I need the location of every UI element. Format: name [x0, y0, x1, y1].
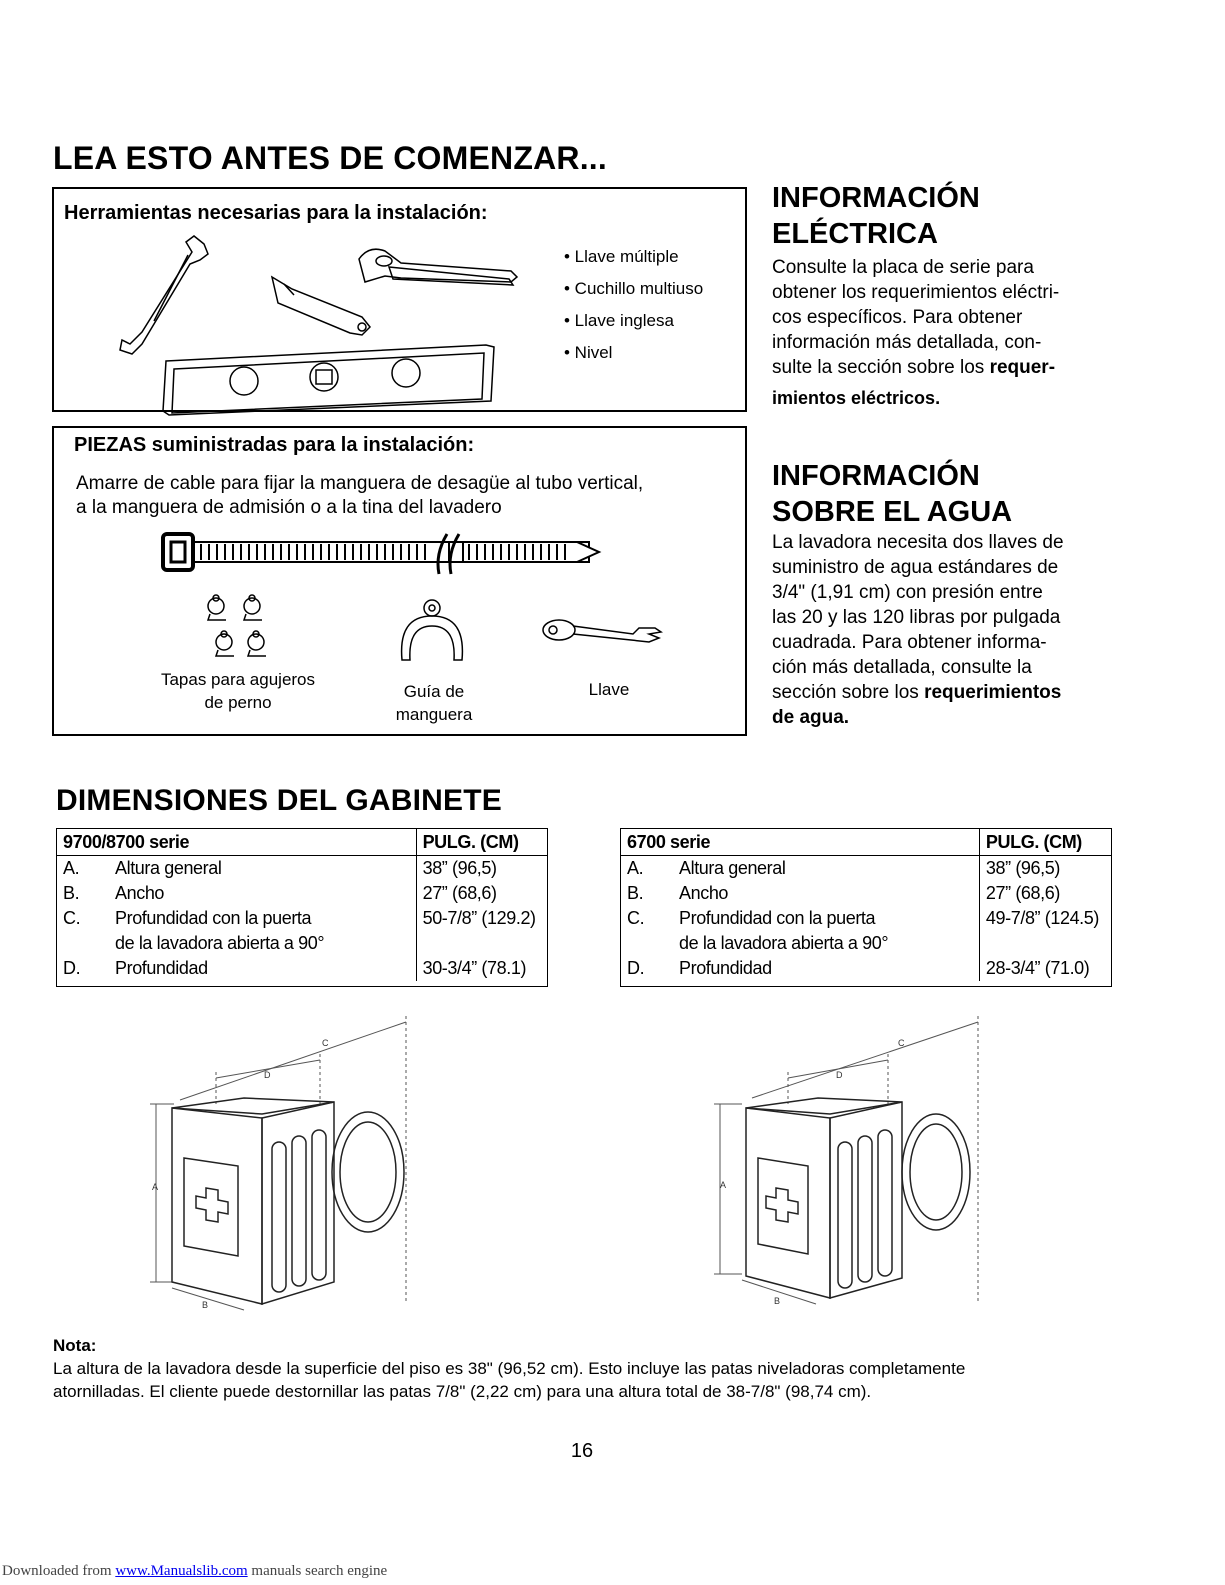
- note-line: La altura de la lavadora desde la superficie del piso es 38" (96,52 cm). Esto incluye las patas niveladoras completamente: [53, 1359, 966, 1378]
- table-row: D. Profundidad 28-3/4” (71.0): [621, 956, 1111, 981]
- dimensions-table-1: [56, 828, 548, 987]
- note-heading: Nota:: [53, 1336, 97, 1355]
- table-row: C. Profundidad con la puerta 49-7/8” (124.5): [621, 906, 1111, 931]
- unit-header: PULG. (CM): [979, 829, 1111, 856]
- hose-guide-icon: [394, 598, 474, 668]
- table-row: de la lavadora abierta a 90°: [57, 931, 547, 956]
- tool-item: • Llave múltiple: [564, 247, 679, 266]
- dimension-label-d: D: [836, 1070, 843, 1080]
- washer-diagram-1: [140, 1012, 430, 1322]
- electrical-title-2: ELÉCTRICA: [772, 218, 938, 250]
- dimension-label-a: A: [152, 1182, 159, 1192]
- wrench-icon: [539, 614, 664, 654]
- dimension-label-c: C: [898, 1038, 905, 1048]
- dimensions-table-2: [620, 828, 1112, 987]
- washer-diagram-2: [712, 1012, 1002, 1322]
- tools-illustration: [84, 229, 484, 404]
- water-info: [772, 458, 1112, 730]
- note-line: atornilladas. El cliente puede destornillar las patas 7/8" (2,22 cm) para una altura total de 38-7/8" (98,74 cm).: [53, 1382, 872, 1401]
- cable-tie-icon: [159, 528, 599, 578]
- utility-knife-icon: [272, 277, 370, 335]
- table-row: de la lavadora abierta a 90°: [621, 931, 1111, 956]
- dimension-label-c: C: [322, 1038, 329, 1048]
- table-row: D. Profundidad 30-3/4” (78.1): [57, 956, 547, 981]
- water-body: La lavadora necesita dos llaves de suministro de agua estándares de 3/4" (1,91 cm) con presión entre las 20 y las 120 libras por pulgada cuadrada. Para obtener informa- ción más detallada, consulte la sección sobre los requerimientos de agua.: [772, 532, 1064, 728]
- tool-item: • Nivel: [564, 343, 613, 362]
- bolt-hole-caps-icon: [204, 588, 274, 658]
- adjustable-wrench-icon: [359, 249, 517, 285]
- footer: Downloaded from www.Manualslib.com manuals search engine: [2, 1563, 388, 1579]
- note-section: [53, 1334, 1173, 1403]
- parts-box: [52, 426, 747, 736]
- electrical-title-1: INFORMACIÓN: [772, 182, 980, 214]
- dimension-label-b: B: [202, 1300, 209, 1310]
- tools-heading: Herramientas necesarias para la instalación:: [64, 202, 488, 224]
- parts-heading: PIEZAS suministradas para la instalación:: [74, 434, 475, 456]
- tool-item: • Cuchillo multiuso: [564, 279, 704, 298]
- wrench-caption: Llave: [588, 680, 630, 699]
- dimension-label-d: D: [264, 1070, 271, 1080]
- parts-description: Amarre de cable para fijar la manguera de desagüe al tubo vertical, a la manguera de admisión o a la tina del lavadero: [76, 473, 644, 518]
- electrical-info: [772, 180, 1112, 411]
- page-title: LEA ESTO ANTES DE COMENZAR...: [53, 140, 607, 176]
- page-number: 16: [570, 1440, 594, 1462]
- table-row: C. Profundidad con la puerta 50-7/8” (129.2): [57, 906, 547, 931]
- manualslib-link[interactable]: www.Manualslib.com: [115, 1563, 248, 1579]
- table-row: A. Altura general 38” (96,5): [57, 856, 547, 882]
- series-header: 9700/8700 serie: [57, 829, 416, 856]
- multi-wrench-icon: [120, 236, 208, 354]
- hose-guide-caption: Guía de manguera: [395, 682, 473, 724]
- table-row: B. Ancho 27” (68,6): [57, 881, 547, 906]
- tools-list: [564, 241, 703, 369]
- dimensions-title: DIMENSIONES DEL GABINETE: [56, 784, 502, 817]
- unit-header: PULG. (CM): [416, 829, 547, 856]
- table-row: B. Ancho 27” (68,6): [621, 881, 1111, 906]
- series-header: 6700 serie: [621, 829, 979, 856]
- bolt-caps-caption: Tapas para agujeros de perno: [160, 670, 316, 712]
- water-title-1: INFORMACIÓN: [772, 460, 980, 492]
- table-row: A. Altura general 38” (96,5): [621, 856, 1111, 882]
- electrical-body: Consulte la placa de serie para obtener los requerimientos eléctri- cos específicos. Para obtener información más detallada, con- sulte la sección sobre los requer- imientos eléctricos.: [772, 257, 1060, 408]
- level-icon: [163, 345, 494, 415]
- dimension-label-b: B: [774, 1296, 781, 1306]
- tools-box: [52, 187, 747, 412]
- tool-item: • Llave inglesa: [564, 311, 674, 330]
- dimension-label-a: A: [720, 1180, 727, 1190]
- water-title-2: SOBRE EL AGUA: [772, 496, 1013, 528]
